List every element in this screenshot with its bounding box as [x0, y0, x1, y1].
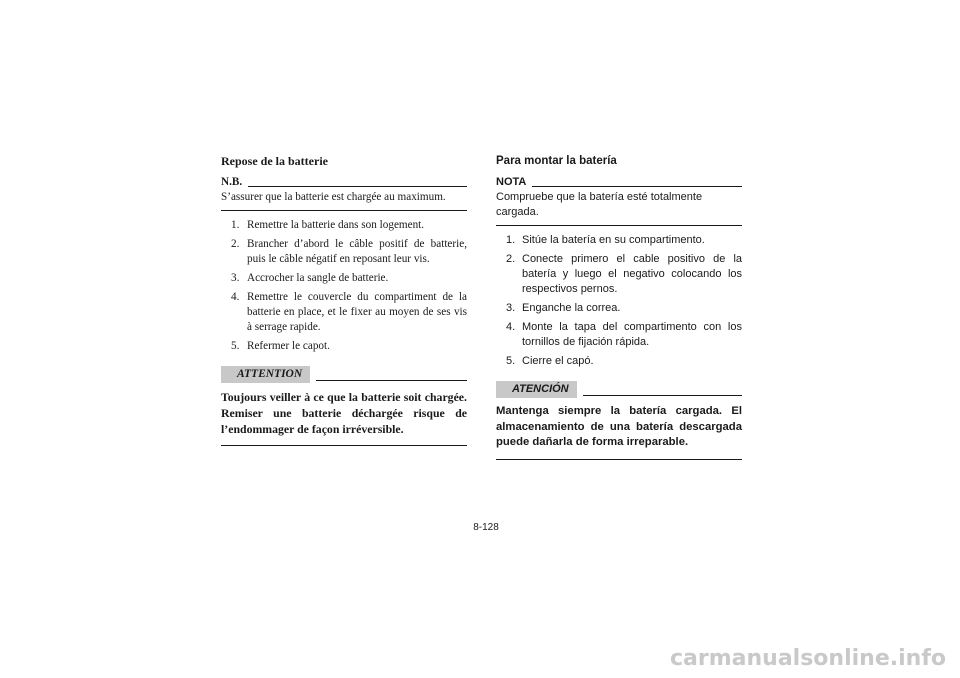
- step-text: Remettre le couvercle du compartiment de la batterie en place, et le fixer au moyen de ses vis à serrage rapide.: [247, 291, 467, 333]
- step-text: Accrocher la sangle de batterie.: [247, 272, 389, 284]
- step-text: Brancher d’abord le câble positif de batterie, puis le câble négatif en reposant leur vis.: [247, 238, 467, 265]
- section-title: Repose de la batterie: [221, 154, 328, 168]
- step-item: [496, 233, 742, 248]
- step-number: 3.: [506, 302, 516, 314]
- note-label: NOTA: [496, 176, 527, 188]
- step-text: Cierre el capó.: [522, 355, 594, 367]
- step-item: [221, 339, 467, 354]
- step-list: [221, 218, 467, 354]
- step-number: 5.: [506, 355, 516, 367]
- step-number: 2.: [506, 253, 516, 265]
- warning-text: Toujours veiller à ce que la batterie soit chargée. Remiser une batterie déchargée risque de l’endommager de façon irréversible.: [221, 389, 467, 446]
- step-number: 1.: [506, 234, 516, 246]
- step-text: Enganche la correa.: [522, 302, 621, 314]
- step-text: Sitúe la batería en su compartimento.: [522, 234, 705, 246]
- step-item: [496, 252, 742, 297]
- step-text: Conecte primero el cable positivo de la batería y luego el negativo colocando los respectivos pernos.: [522, 253, 742, 295]
- note-text: S’assurer que la batterie est chargée au maximum.: [221, 190, 467, 211]
- step-item: [221, 218, 467, 233]
- step-number: 2.: [231, 238, 240, 250]
- warning-badge: ATTENTION: [221, 366, 310, 383]
- step-number: 5.: [231, 340, 240, 352]
- note-rule: [532, 186, 742, 187]
- step-item: [496, 301, 742, 316]
- warning-badge: ATENCIÓN: [496, 381, 577, 398]
- spanish-column: [496, 154, 742, 460]
- step-list: [496, 233, 742, 369]
- step-text: Refermer le capot.: [247, 340, 330, 352]
- step-number: 4.: [231, 291, 240, 303]
- note-rule: [248, 186, 467, 187]
- step-number: 1.: [231, 219, 240, 231]
- warning-rule: [316, 380, 467, 381]
- step-item: [221, 290, 467, 335]
- step-item: [496, 320, 742, 350]
- note-header: [221, 175, 467, 190]
- french-column: [221, 154, 467, 446]
- step-number: 4.: [506, 321, 516, 333]
- note-text: Compruebe que la batería esté totalmente cargada.: [496, 190, 742, 226]
- page-number: 8-128: [473, 522, 499, 533]
- step-text: Monte la tapa del compartimento con los tornillos de fijación rápida.: [522, 321, 742, 348]
- note-label: N.B.: [221, 176, 243, 188]
- step-item: [221, 237, 467, 267]
- step-item: [221, 271, 467, 286]
- warning-text: Mantenga siempre la batería cargada. El almacenamiento de una batería descargada puede dañarla de forma irreparable.: [496, 404, 742, 460]
- watermark: carmanualsonline.info: [670, 646, 946, 671]
- step-item: [496, 354, 742, 369]
- warning-rule: [583, 395, 742, 396]
- step-number: 3.: [231, 272, 240, 284]
- step-text: Remettre la batterie dans son logement.: [247, 219, 425, 231]
- section-title: Para montar la batería: [496, 155, 617, 167]
- note-header: [496, 175, 742, 190]
- warning-header: [221, 366, 467, 383]
- warning-header: [496, 381, 742, 398]
